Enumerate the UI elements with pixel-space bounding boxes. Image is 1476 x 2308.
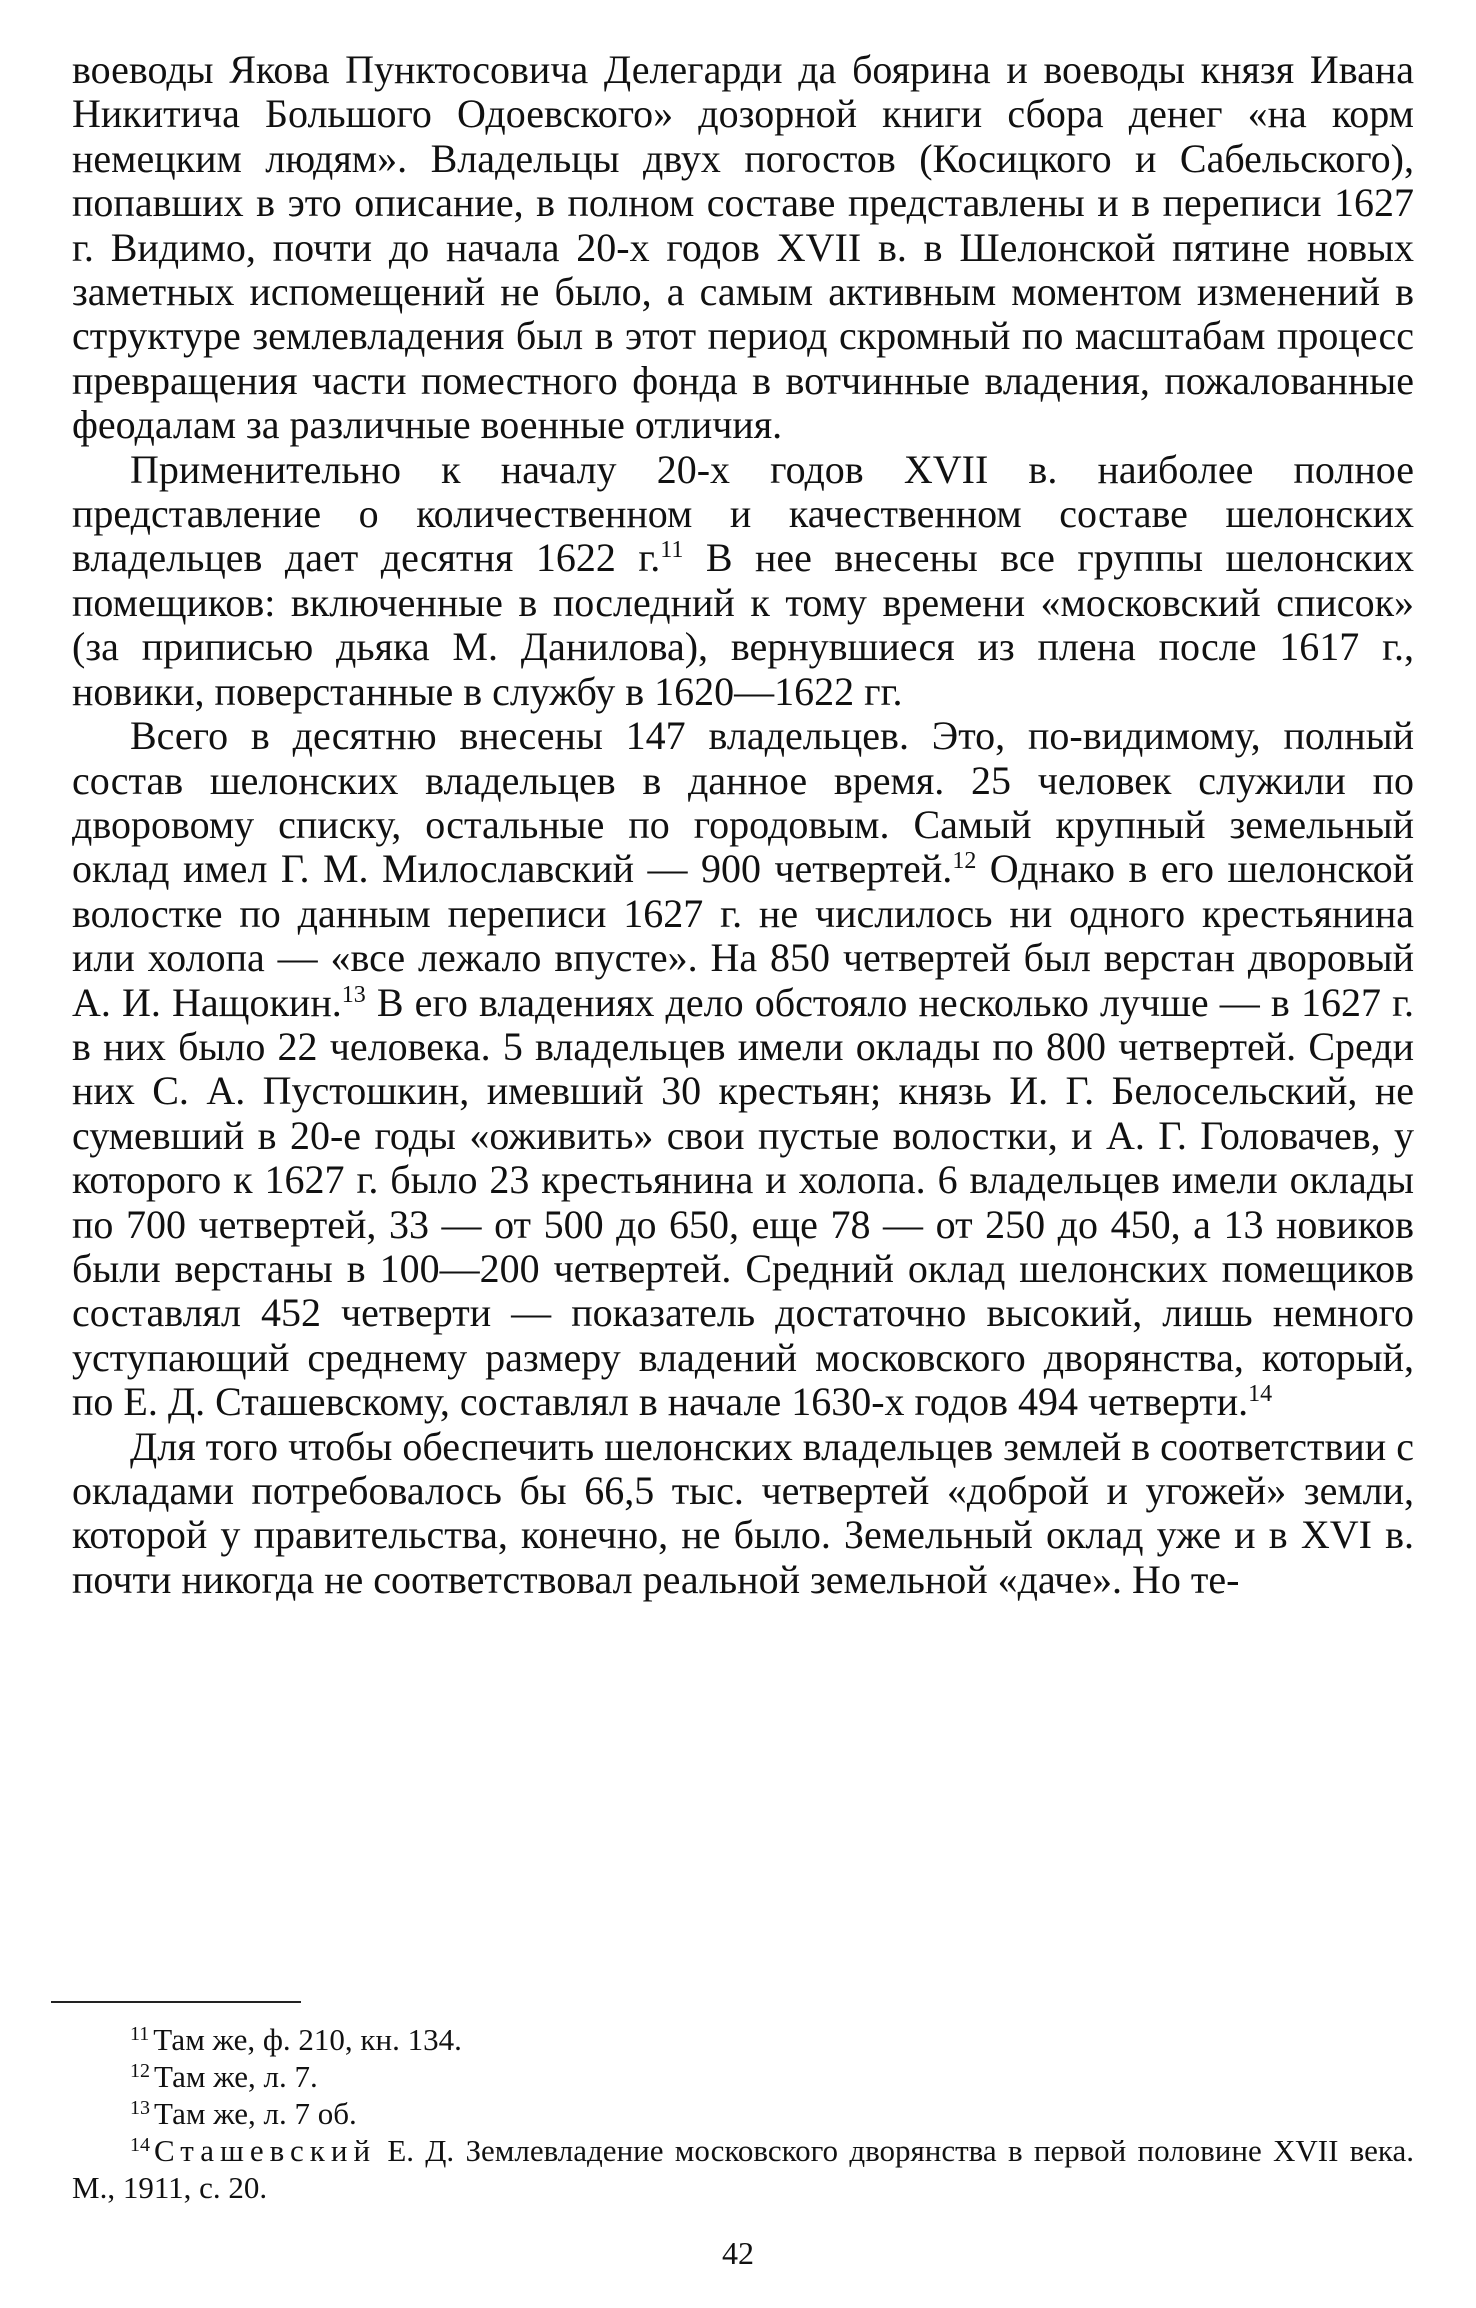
paragraph-4: [72, 1425, 1414, 1603]
paragraph-2-text-a: Применительно к началу 20-х годов XVII в. наиболее полное представление о количественном и качественном составе шелонских владельцев дает десятня 1622 г.: [72, 446, 1414, 581]
paragraph-3-text-c: В его владениях дело обстояло несколько лучше — в 1627 г. в них было 22 человека. 5 владельцев имели оклады по 800 четвертей. Среди них С. А. Пустошкин, имевший 30 крестьян; князь И. Г. Белосельский, не сумевший в 20-е годы «оживить» свои пустые волостки, и А. Г. Головачев, у которого к 1627 г. было 23 крестьянина и холопа. 6 владельцев имели оклады по 700 четвертей, 33 — от 500 до 650, еще 78 — от 250 до 450, а 13 новиков были верстаны в 100—200 четвертей. Средний оклад шелонских помещиков составлял 452 четверти — показатель достаточно высокий, лишь немного уступающий среднему размеру владений московского дворянства, который, по Е. Д. Сташевскому, составлял в начале 1630-х годов 494 четверти.: [72, 979, 1414, 1425]
paragraph-1: [72, 48, 1414, 448]
paragraph-3: [72, 714, 1414, 1425]
footnote-text-12: Там же, л. 7.: [154, 2059, 318, 2094]
footnote-11: [72, 2021, 1414, 2058]
footnote-13: [72, 2095, 1414, 2132]
footnote-mark-11: 11: [130, 2023, 150, 2045]
footnote-mark-13: 13: [130, 2097, 150, 2119]
footnote-ref-12[interactable]: 12: [952, 848, 977, 875]
paragraph-2: [72, 448, 1414, 714]
paragraph-3-text-a: Всего в десятню внесены 147 владельцев. Это, по-видимому, полный состав шелонских владельцев в данное время. 25 человек служили по дворовому списку, остальные по городовым. Самый крупный земельный оклад имел Г. М. Милославский — 900 четвертей.: [72, 713, 1414, 892]
main-text: [72, 48, 1414, 1602]
paragraph-2-text-b: В нее внесены все группы шелонских помещиков: включенные в последний к тому времени «московский список» (за приписью дьяка М. Данилова), вернувшиеся из плена после 1617 г., новики, поверстанные в службу в 1620—1622 гг.: [72, 535, 1414, 714]
footnote-12: [72, 2058, 1414, 2095]
paragraph-1-text: воеводы Якова Пунктосовича Делегарди да боярина и воеводы князя Ивана Никитича Большого Одоевского» дозорной книги сбора денег «на корм немецким людям». Владельцы двух погостов (Косицкого и Сабельского), попавших в это описание, в полном составе представлены и в переписи 1627 г. Видимо, почти до начала 20-х годов XVII в. в Шелонской пятине новых заметных испомещений не было, а самым активным моментом изменений в структуре землевладения был в этот период скромный по масштабам процесс превращения части поместного фонда в вотчинные владения, пожалованные феодалам за различные военные отличия.: [72, 47, 1414, 448]
footnotes: [72, 2021, 1414, 2206]
footnote-text-14: Е. Д. Землевладение московского дворянства в первой половине XVII века. М., 1911, с. 20.: [72, 2133, 1414, 2205]
footnote-ref-13[interactable]: 13: [341, 981, 366, 1008]
footnote-divider: [51, 2001, 301, 2003]
footnote-mark-14: 14: [130, 2134, 150, 2156]
paragraph-4-text: Для того чтобы обеспечить шелонских владельцев землей в соответствии с окладами потребовалось бы 66,5 тыс. четвертей «доброй и угожей» земли, которой у правительства, конечно, не было. Земельный оклад уже и в XVI в. почти никогда не соответствовал реальной земельной «даче». Но те-: [72, 1423, 1414, 1602]
footnote-ref-14[interactable]: 14: [1248, 1381, 1273, 1408]
footnote-ref-11[interactable]: 11: [660, 537, 684, 564]
footnote-text-13: Там же, л. 7 об.: [154, 2096, 357, 2131]
page-number: 42: [722, 2235, 754, 2271]
footnote-14: [72, 2132, 1414, 2206]
paragraph-3-text-b: Однако в его шелонской волостке по данным переписи 1627 г. не числилось ни одного крестьянина или холопа — «все лежало впусте». На 850 четвертей был верстан дворовый А. И. Нащокин.: [72, 846, 1414, 1025]
footnote-mark-12: 12: [130, 2060, 150, 2082]
footnote-text-11: Там же, ф. 210, кн. 134.: [153, 2022, 462, 2057]
footnote-author-14: Сташевский: [154, 2133, 377, 2168]
